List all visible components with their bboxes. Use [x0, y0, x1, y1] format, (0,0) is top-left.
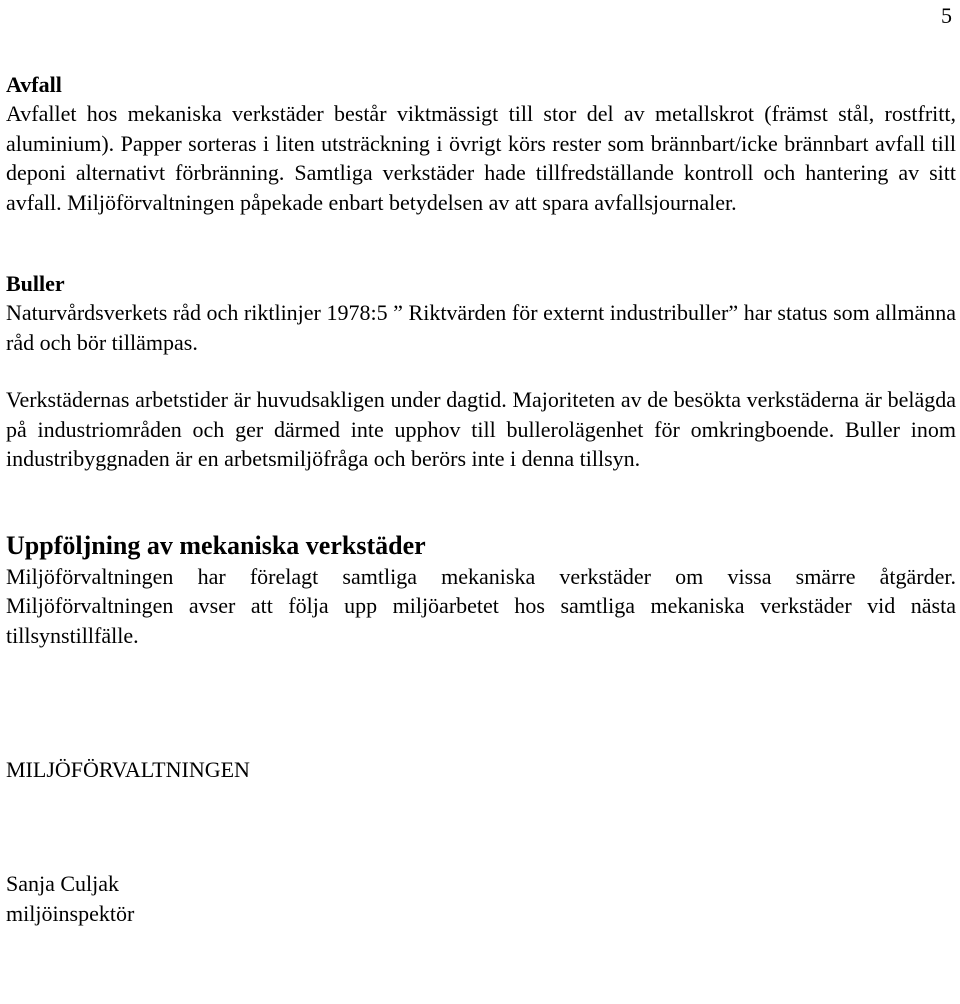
paragraph-avfall: Avfallet hos mekaniska verkstäder består viktmässigt till stor del av metallskrot (främst stål, rostfritt, aluminium). Papper sorteras i liten utsträckning i övrigt körs rester som brännbart/icke brännbart avfall till deponi alternativt förbränning. Samtliga verkstäder hade tillfredställande kontroll och hantering av sitt avfall. Miljöförvaltningen påpekade enbart betydelsen av att spara avfallsjournaler.	[6, 101, 956, 215]
section-uppfoljning	[6, 530, 956, 651]
section-heading-buller: Buller	[6, 271, 65, 296]
spacer	[6, 785, 956, 869]
section-heading-avfall: Avfall	[6, 72, 62, 97]
signature-organization: MILJÖFÖRVALTNINGEN	[6, 757, 250, 782]
section-avfall	[6, 70, 956, 217]
section-heading-uppfoljning: Uppföljning av mekaniska verkstäder	[6, 530, 426, 560]
signature-name: Sanja Culjak	[6, 871, 120, 896]
paragraph-buller-2: Verkstädernas arbetstider är huvudsakligen under dagtid. Majoriteten av de besökta verkstäderna är belägda på industriområden och ger därmed inte upphov till bullerolägenhet för omkringboende. Buller inom industribyggnaden är en arbetsmiljöfråga och berörs inte i denna tillsyn.	[6, 387, 956, 471]
paragraph-uppfoljning: Miljöförvaltningen har förelagt samtliga mekaniska verkstäder om vissa smärre åtgärder. Miljöförvaltningen avser att följa upp miljöarbetet hos samtliga mekaniska verkstäder vid nästa tillsynstillfälle.	[6, 563, 956, 648]
page-number: 5	[941, 3, 952, 28]
paragraph-buller-1: Naturvårdsverkets råd och riktlinjer 1978:5 ” Riktvärden för externt industribuller” har status som allmänna råd och bör tillämpas.	[6, 300, 956, 355]
document-body	[6, 70, 956, 929]
spacer	[6, 357, 956, 385]
spacer	[6, 217, 956, 269]
section-buller	[6, 269, 956, 474]
spacer	[6, 650, 956, 755]
spacer	[6, 474, 956, 530]
signature-block	[6, 755, 956, 929]
signature-title: miljöinspektör	[6, 901, 135, 926]
